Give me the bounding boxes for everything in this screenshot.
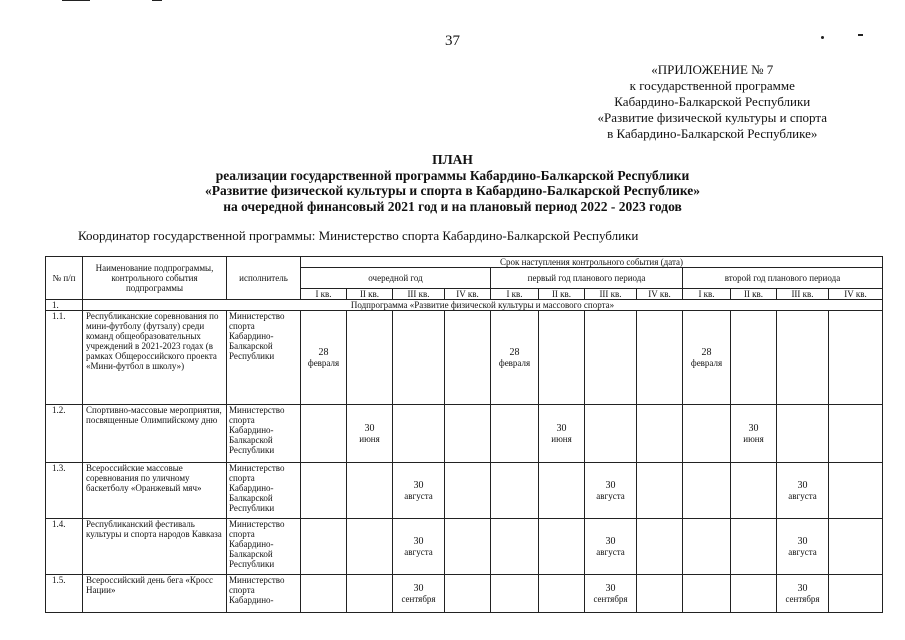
date-day: 30 [364,422,375,434]
appendix-line: «ПРИЛОЖЕНИЕ № 7 [651,62,774,77]
date-month: июня [551,433,572,444]
date-month: августа [596,490,625,501]
row-date [301,311,347,405]
row-date [731,405,777,463]
row-date-empty [585,311,637,405]
row-date-empty [637,311,683,405]
date-month: февраля [690,357,723,368]
header-quarter: II кв. [539,289,585,300]
header-quarter: IV кв. [445,289,491,300]
row-name: Всероссийские массовые соревнования по уличному баскетболу «Оранжевый мяч» [83,463,227,519]
date-month: февраля [307,357,340,368]
plan-heading: ПЛАН [432,152,473,167]
row-date-empty [491,463,539,519]
row-date [539,405,585,463]
date-month: сентября [785,593,820,604]
row-date-empty [347,519,393,575]
date-day: 30 [605,479,616,491]
section-title: Подпрограмма «Развитие физической культуры и массового спорта» [83,300,883,311]
row-date-empty [445,575,491,613]
appendix-line: Кабардино-Балкарской Республики [614,94,811,109]
header-deadline: Срок наступления контрольного события (дата) [301,257,883,268]
row-date-empty [347,575,393,613]
date-day: 30 [797,582,808,594]
plan-title [0,152,905,214]
scan-mark [152,0,162,1]
row-date [393,519,445,575]
header-quarter: II кв. [731,289,777,300]
row-num: 1.4. [46,519,83,575]
row-date-empty [491,405,539,463]
header-quarter: III кв. [393,289,445,300]
row-date-empty [829,575,883,613]
row-date [585,519,637,575]
table-body [46,311,883,613]
header-quarter: III кв. [777,289,829,300]
scan-mark [62,0,90,1]
row-date-empty [777,311,829,405]
table-row [46,519,883,575]
plan-subtitle: на очередной финансовый 2021 год и на плановый период 2022 - 2023 годов [223,198,682,214]
row-num: 1.1. [46,311,83,405]
plan-table [45,256,883,613]
row-executor: Министерство спорта Кабардино-Балкарской Республики [227,311,301,405]
date-month: августа [404,490,433,501]
appendix-line: к государственной программе [629,78,795,93]
date-day: 30 [605,582,616,594]
coordinator-line: Координатор государственной программы: Министерство спорта Кабардино-Балкарской Республики [78,228,639,243]
date-month: августа [596,546,625,557]
row-executor: Министерство спорта Кабардино- [227,575,301,613]
appendix-line: в Кабардино-Балкарской Республике» [607,126,818,141]
date-day: 30 [413,535,424,547]
row-date-empty [445,463,491,519]
header-name: Наименование подпрограммы, контрольного события подпрограммы [83,257,227,300]
date-month: августа [788,546,817,557]
section-row [46,300,883,311]
row-date-empty [637,519,683,575]
row-date-empty [637,463,683,519]
plan-subtitle: реализации государственной программы Кабардино-Балкарской Республики [215,167,690,183]
row-date-empty [637,405,683,463]
date-month: июня [359,433,380,444]
row-date-empty [829,463,883,519]
row-date-empty [683,519,731,575]
row-date-empty [491,519,539,575]
row-date-empty [539,311,585,405]
date-month: сентября [593,593,628,604]
header-quarter: II кв. [347,289,393,300]
appendix-line: «Развитие физической культуры и спорта [597,110,827,125]
row-date-empty [683,405,731,463]
row-date-empty [637,575,683,613]
date-day: 28 [318,346,329,358]
row-date-empty [731,463,777,519]
row-date-empty [301,575,347,613]
row-date-empty [445,519,491,575]
row-num: 1.3. [46,463,83,519]
row-date-empty [731,575,777,613]
header-quarter: I кв. [301,289,347,300]
row-date-empty [731,311,777,405]
date-day: 30 [797,479,808,491]
date-month: сентября [401,593,436,604]
appendix-block [598,62,827,142]
header-quarter: IV кв. [637,289,683,300]
row-executor: Министерство спорта Кабардино-Балкарской Республики [227,405,301,463]
header-quarter: I кв. [491,289,539,300]
date-day: 30 [413,479,424,491]
plan-subtitle: «Развитие физической культуры и спорта в Кабардино-Балкарской Республике» [204,183,701,198]
date-day: 28 [701,346,712,358]
row-date [491,311,539,405]
row-date [777,575,829,613]
table-row [46,463,883,519]
table-row [46,405,883,463]
row-date [585,575,637,613]
header-year-first: первый год планового периода [491,268,683,289]
row-date-empty [683,575,731,613]
row-date-empty [731,519,777,575]
header-quarter: IV кв. [829,289,883,300]
row-date-empty [829,311,883,405]
row-date [683,311,731,405]
row-date [777,519,829,575]
row-num: 1.2. [46,405,83,463]
row-date [585,463,637,519]
row-date [347,405,393,463]
row-date [393,463,445,519]
row-date-empty [777,405,829,463]
date-month: февраля [498,357,531,368]
section-num: 1. [46,300,83,311]
row-date-empty [539,575,585,613]
table-row [46,575,883,613]
row-date-empty [491,575,539,613]
row-name: Всероссийский день бега «Кросс Нации» [83,575,227,613]
row-date-empty [539,519,585,575]
row-date-empty [539,463,585,519]
row-date-empty [301,405,347,463]
header-year-second: второй год планового периода [683,268,883,289]
row-executor: Министерство спорта Кабардино-Балкарской Республики [227,463,301,519]
row-date-empty [347,311,393,405]
row-date-empty [585,405,637,463]
row-executor: Министерство спорта Кабардино-Балкарской Республики [227,519,301,575]
date-day: 30 [748,422,759,434]
date-day: 30 [556,422,567,434]
date-day: 30 [797,535,808,547]
row-date-empty [393,311,445,405]
row-date-empty [829,519,883,575]
row-date-empty [683,463,731,519]
row-num: 1.5. [46,575,83,613]
date-day: 28 [509,346,520,358]
row-date-empty [445,311,491,405]
header-num: № п/п [46,257,83,300]
row-date-empty [445,405,491,463]
date-day: 30 [605,535,616,547]
date-month: июня [743,433,764,444]
row-date [777,463,829,519]
row-name: Спортивно-массовые мероприятия, посвященные Олимпийскому дню [83,405,227,463]
header-executor: исполнитель [227,257,301,300]
row-date-empty [829,405,883,463]
row-date-empty [301,519,347,575]
date-month: августа [404,546,433,557]
table-row [46,311,883,405]
header-quarter: III кв. [585,289,637,300]
page-number: 37 [445,33,460,49]
row-date-empty [301,463,347,519]
row-date-empty [393,405,445,463]
date-day: 30 [413,582,424,594]
header-year-current: очередной год [301,268,491,289]
row-name: Республиканские соревнования по мини-футболу (футзалу) среди команд общеобразовательных учреждений в 2021-2023 годах (в рамках Общероссийского проекта «Мини-футбол в школу») [83,311,227,405]
row-date [393,575,445,613]
header-quarter: I кв. [683,289,731,300]
row-name: Республиканский фестиваль культуры и спорта народов Кавказа [83,519,227,575]
date-month: августа [788,490,817,501]
row-date-empty [347,463,393,519]
